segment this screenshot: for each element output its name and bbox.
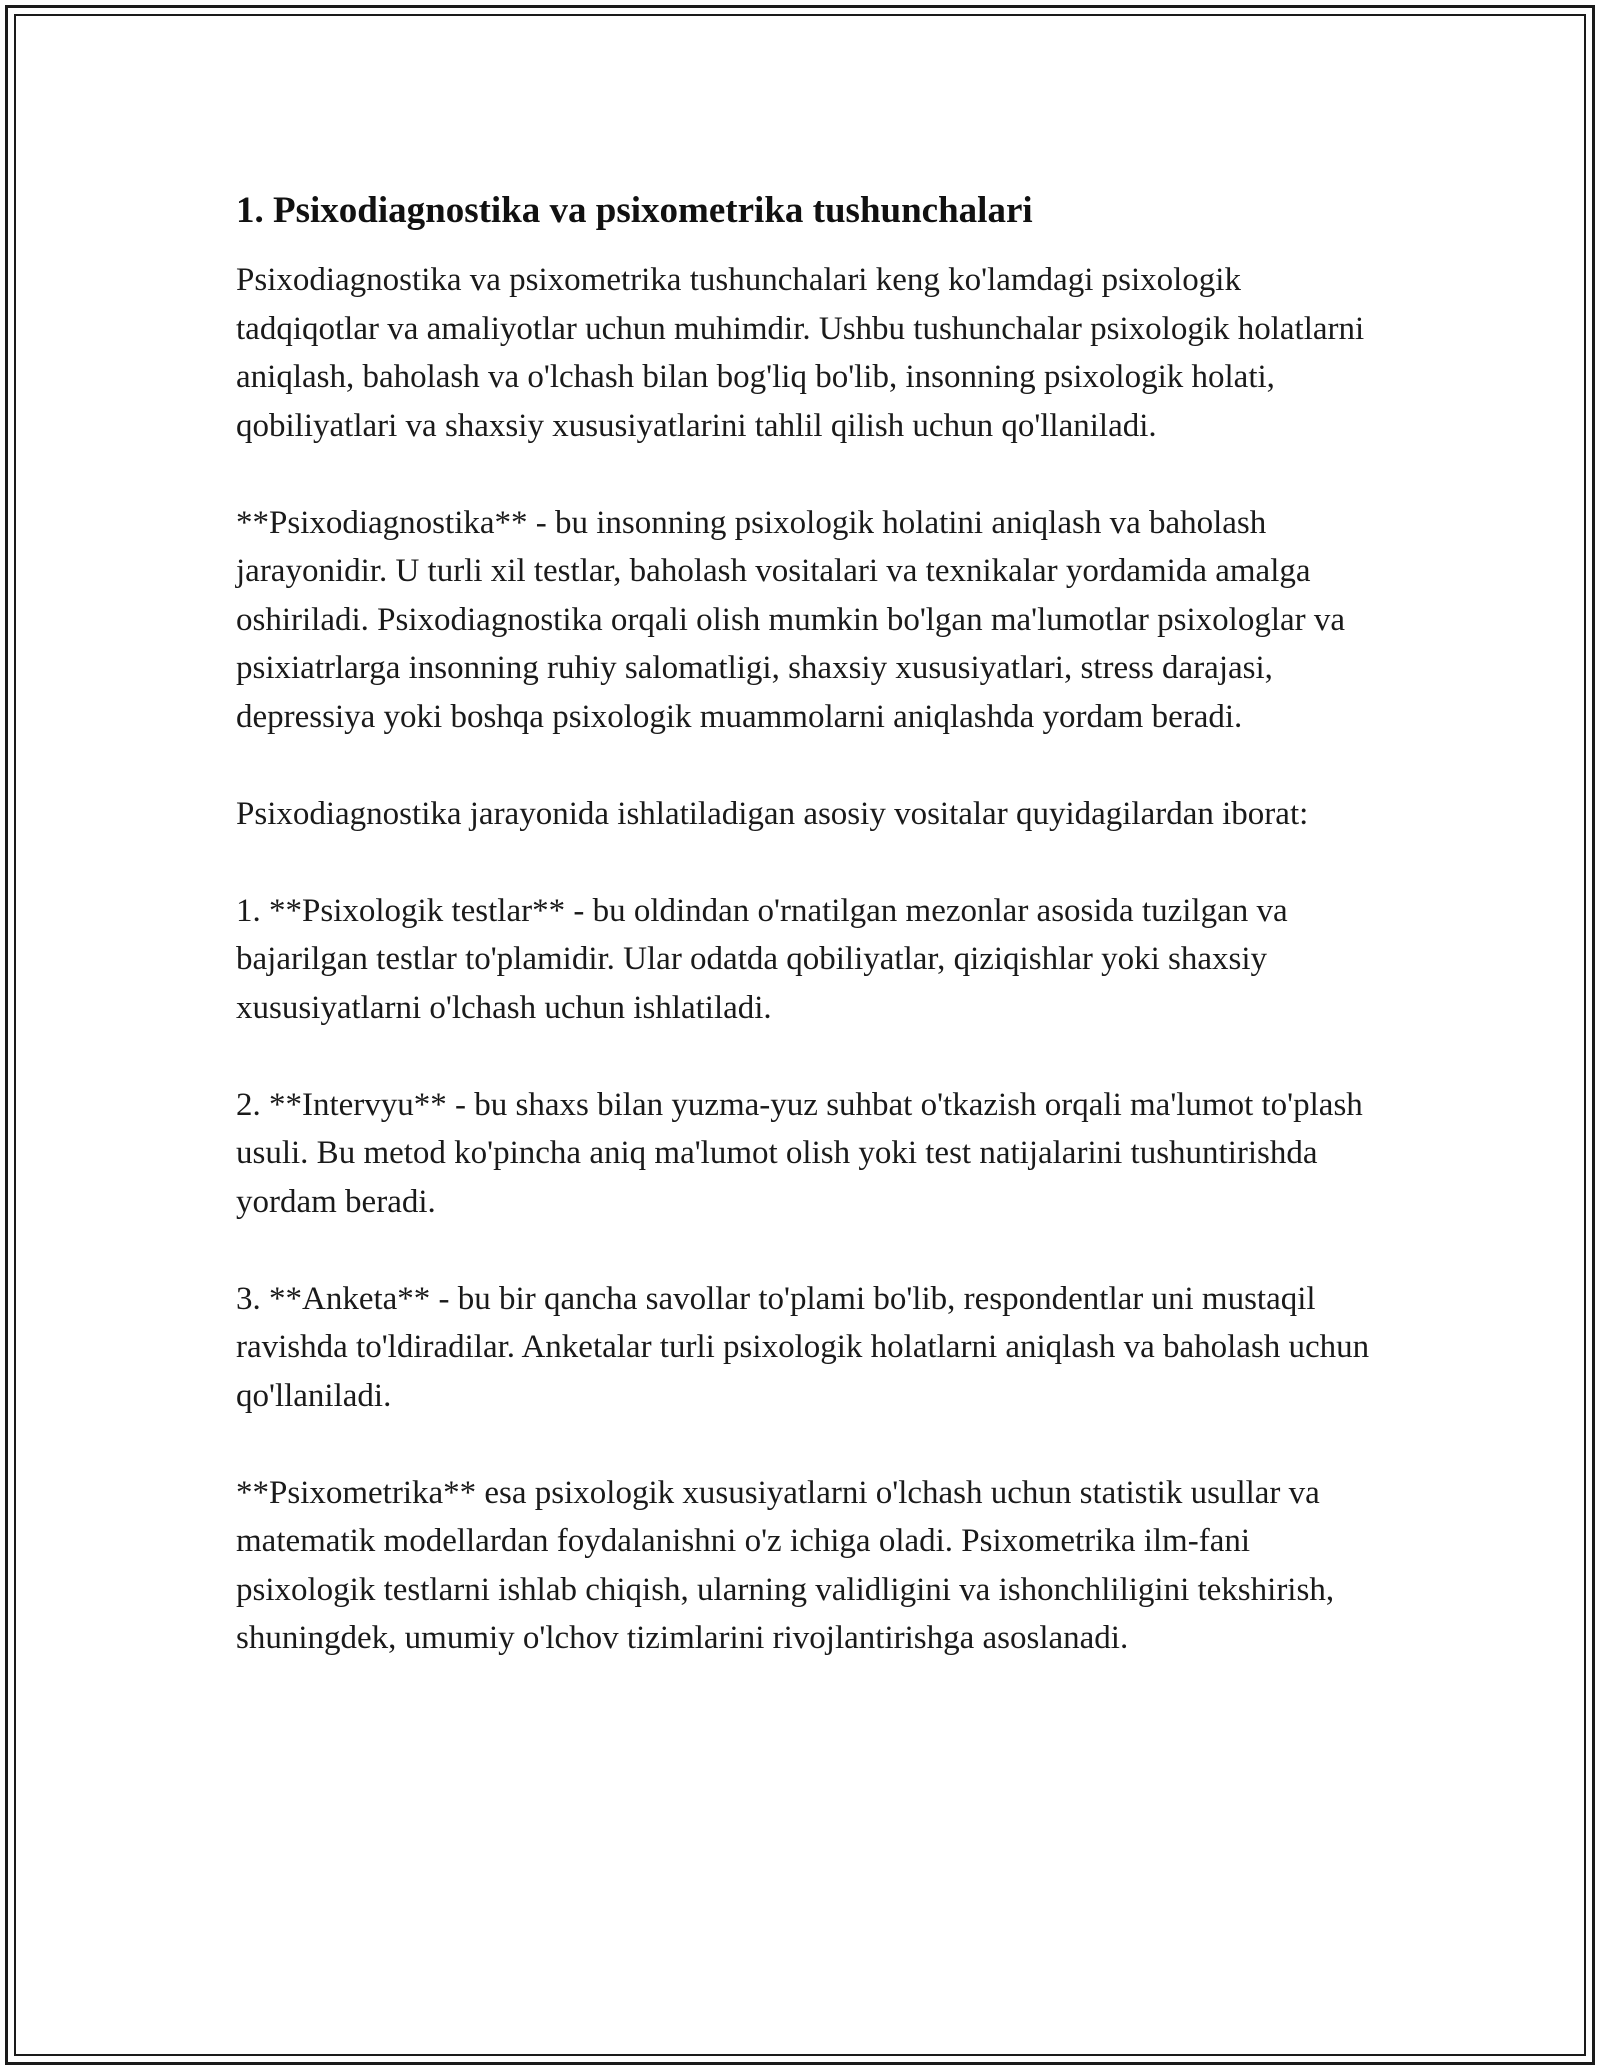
intro-paragraph: Psixodiagnostika va psixometrika tushunchalari keng ko'lamdagi psixologik tadqiqotlar va amaliyotlar uchun muhimdir. Ushbu tushunchalar psixologik holatlarni aniqlash, baholash va o'lchash bilan bog'liq bo'lib, insonning psixologik holati, qobiliyatlari va shaxsiy xususiyatlarini tahlil qilish uchun qo'llaniladi. bbox=[236, 262, 1365, 444]
list-item-testlar: 1. **Psixologik testlar** - bu oldindan o'rnatilgan mezonlar asosida tuzilgan va bajarilgan testlar to'plamidir. Ular odatda qobiliyatlar, qiziqishlar yoki shaxsiy xususiyatlarni o'lchash uchun ishlatiladi. bbox=[236, 892, 1288, 1026]
section-heading: 1. Psixodiagnostika va psixometrika tushunchalari bbox=[236, 190, 1033, 231]
psixodiagnostika-paragraph: **Psixodiagnostika** - bu insonning psixologik holatini aniqlash va baholash jarayonidir. U turli xil testlar, baholash vositalari va texnikalar yordamida amalga oshiriladi. Psixodiagnostika orqali olish mumkin bo'lgan ma'lumotlar psixologlar va psixiatrlarga insonning ruhiy salomatligi, shaxsiy xususiyatlari, stress darajasi, depressiya yoki boshqa psixologik muammolarni aniqlashda yordam beradi. bbox=[236, 504, 1346, 735]
psixometrika-paragraph: **Psixometrika** esa psixologik xususiyatlarni o'lchash uchun statistik usullar va matematik modellardan foydalanishni o'z ichiga oladi. Psixometrika ilm-fani psixologik testlarni ishlab chiqish, ularning validligini va ishonchliligini tekshirish, shuningdek, umumiy o'lchov tizimlarini rivojlantirishga asoslanadi. bbox=[236, 1474, 1335, 1656]
list-item-intervyu: 2. **Intervyu** - bu shaxs bilan yuzma-yuz suhbat o'tkazish orqali ma'lumot to'plash usuli. Bu metod ko'pincha aniq ma'lumot olish yoki test natijalarini tushuntirishda yordam beradi. bbox=[236, 1086, 1363, 1220]
list-item-anketa: 3. **Anketa** - bu bir qancha savollar to'plami bo'lib, respondentlar uni mustaqil ravishda to'ldiradilar. Anketalar turli psixologik holatlarni aniqlash va baholash uchun qo'llaniladi. bbox=[236, 1280, 1370, 1414]
document-body bbox=[236, 186, 1376, 1663]
tools-intro-paragraph: Psixodiagnostika jarayonida ishlatiladigan asosiy vositalar quyidagilardan iborat: bbox=[236, 795, 1309, 832]
